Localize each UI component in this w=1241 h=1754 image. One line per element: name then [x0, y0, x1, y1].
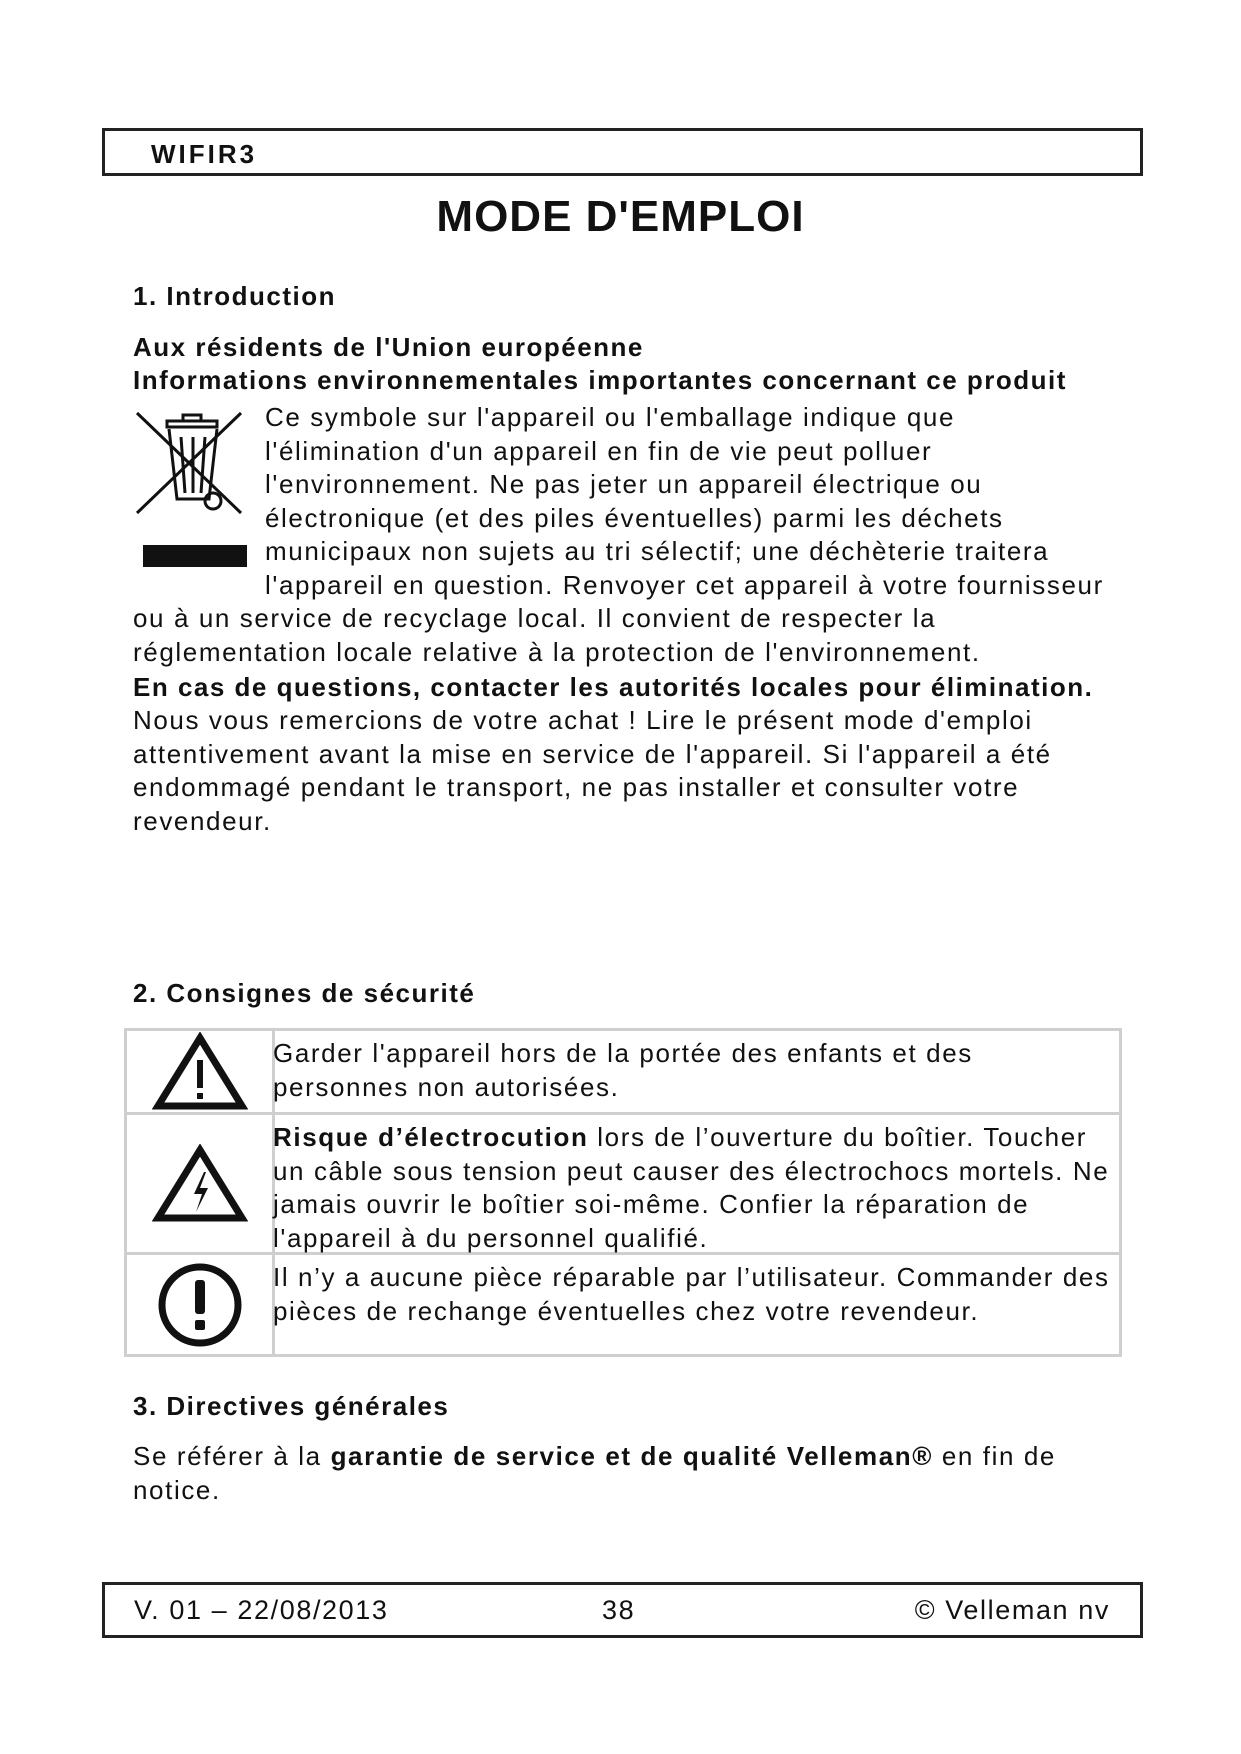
safety-row-text: Il n’y a aucune pièce réparable par l’utilisateur. Commander des pièces de rechange éventuelles chez votre revendeur. [273, 1262, 1110, 1326]
footer-box [102, 1582, 1143, 1638]
section-introduction [133, 280, 1113, 838]
exclamation-circle-icon [127, 1255, 275, 1354]
electrocution-risk-label: Risque d’électrocution [273, 1122, 589, 1152]
electrocution-risk-text: lors de l’ouverture du boîtier. Toucher un câble sous tension peut causer des électrochocs mortels. Ne jamais ouvrir le boîtier soi-même. Confier la réparation de l'appareil à du personnel qualifié. [273, 1122, 1110, 1253]
safety-row [127, 1031, 1119, 1115]
header-box [102, 128, 1143, 176]
thanks-text: Nous vous remercions de votre achat ! Lire le présent mode d'emploi attentivement avant la mise en service de l'appareil. Si l'appareil a été endommagé pendant le transport, ne pas installer et consulter votre revendeur. [133, 705, 1052, 836]
contact-heading: En cas de questions, contacter les autorités locales pour élimination. [133, 672, 1094, 702]
model-label: WIFIR3 [151, 139, 258, 169]
safety-table [124, 1028, 1122, 1357]
page-title: MODE D'EMPLOI [436, 192, 805, 241]
weee-text: Ce symbole sur l'appareil ou l'emballage indique que l'élimination d'un appareil en fin de vie peut polluer l'environnement. Ne pas jeter un appareil électrique ou électronique (et des piles éventuelles) parmi les déchets municipaux non sujets au tri sélectif; une déchèterie traitera l'appareil en question. Renvoyer cet appareil à votre fournisseur ou à un service de recyclage local. Il convient de respecter la réglementation locale relative à la protection de l'environnement. [133, 402, 1104, 667]
section-3-heading: 3. Directives générales [133, 1391, 450, 1421]
environment-heading: Informations environnementales importantes concernant ce produit [133, 365, 1067, 395]
section-1-heading: 1. Introduction [133, 281, 337, 311]
crossed-bin-icon [129, 401, 257, 577]
safety-row [127, 1115, 1119, 1255]
electric-shock-icon [127, 1115, 275, 1252]
eu-residents-heading: Aux résidents de l'Union européenne [133, 332, 644, 362]
warning-triangle-icon [127, 1031, 275, 1112]
copyright: © Velleman nv [914, 1595, 1110, 1625]
section-general [133, 1390, 1113, 1507]
warranty-reference: garantie de service et de qualité Velleman® [330, 1441, 933, 1471]
weee-symbol [129, 401, 257, 577]
version-date: V. 01 – 22/08/2013 [134, 1595, 389, 1625]
safety-row [127, 1255, 1119, 1354]
page-number: 38 [602, 1595, 636, 1625]
general-text: Se référer à la garantie de service et de qualité Velleman® en fin de notice. [133, 1441, 1056, 1505]
section-safety-heading-wrap [133, 977, 1113, 1010]
safety-row-text: Garder l'appareil hors de la portée des enfants et des personnes non autorisées. [273, 1038, 973, 1102]
section-2-heading: 2. Consignes de sécurité [133, 978, 476, 1008]
safety-row-text [273, 1121, 1111, 1255]
